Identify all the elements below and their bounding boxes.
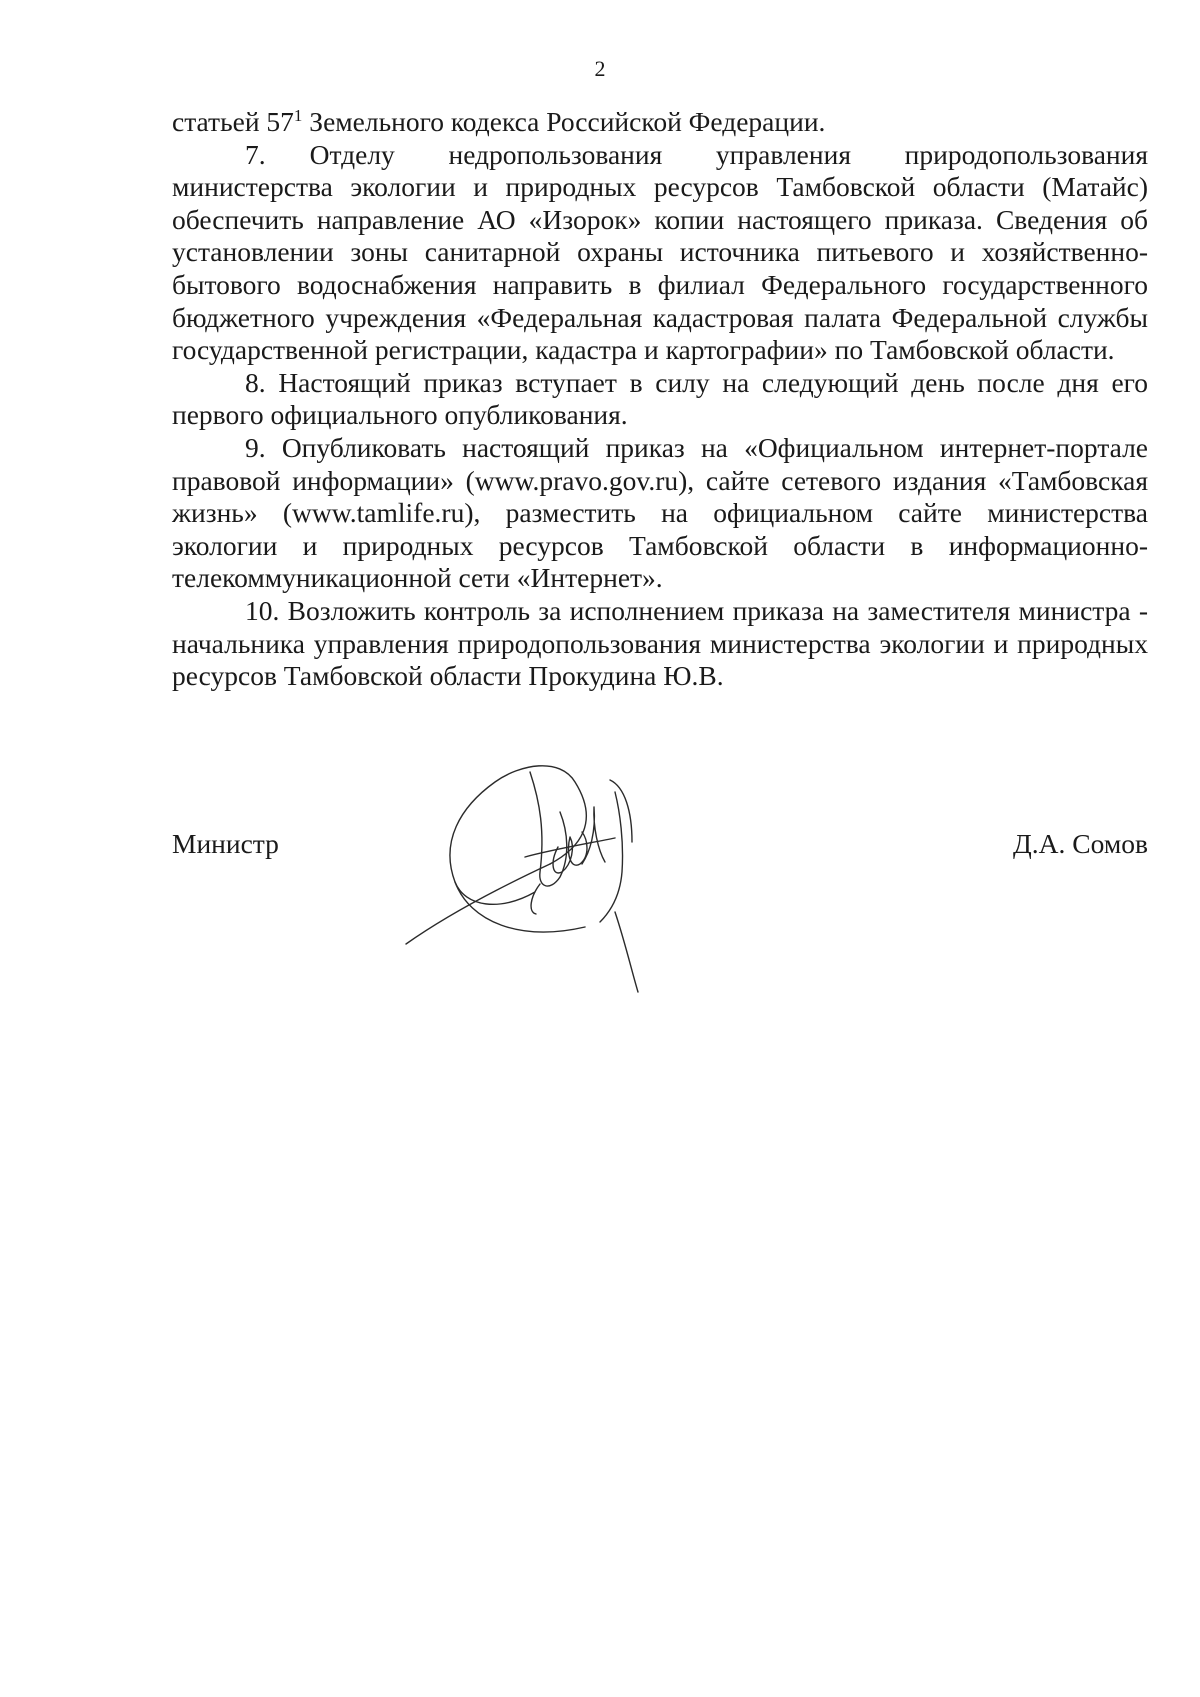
paragraph-10: 10. Возложить контроль за исполнением приказа на заместителя министра - начальника управления природопользования министерства экологии и природных ресурсов Тамбовской области Прокудина Ю.В. xyxy=(172,594,1148,692)
paragraph-8: 8. Настоящий приказ вступает в силу на следующий день после дня его первого официального опубликования. xyxy=(172,366,1148,431)
paragraph-7 xyxy=(172,139,1148,367)
article-superscript: 1 xyxy=(293,105,303,125)
handwritten-signature xyxy=(400,752,720,1032)
signatory-position: Министр xyxy=(172,828,279,859)
paragraph-7-number: 7. xyxy=(245,138,266,170)
page-number: 2 xyxy=(594,56,606,81)
paragraph-6-continuation xyxy=(172,106,1148,139)
paragraph-6-text-end: Земельного кодекса Российской Федерации. xyxy=(302,106,826,137)
paragraph-6-text-start: статьей 57 xyxy=(172,106,294,137)
paragraph-7-text: Отделу недропользования управления природопользования министерства экологии и природных ресурсов Тамбовской области (Матайс) обеспечить направление АО «Изорок» копии настоящего приказа. Сведения об установлении зоны санитарной охраны источника питьевого и хозяйственно-бытового водоснабжения направить в филиал Федерального государственного бюджетного учреждения «Федеральная кадастровая палата Федеральной службы государственной регистрации, кадастра и картографии» по Тамбовской области. xyxy=(172,138,1148,366)
signatory-name: Д.А. Сомов xyxy=(1013,828,1148,859)
paragraph-9: 9. Опубликовать настоящий приказ на «Официальном интернет-портале правовой информации» (www.pravo.gov.ru), сайте сетевого издания «Тамбовская жизнь» (www.tamlife.ru), разместить на официальном сайте министерства экологии и природных ресурсов Тамбовской области в информационно-телекоммуникационной сети «Интернет». xyxy=(172,431,1148,594)
document-body xyxy=(172,106,1148,693)
